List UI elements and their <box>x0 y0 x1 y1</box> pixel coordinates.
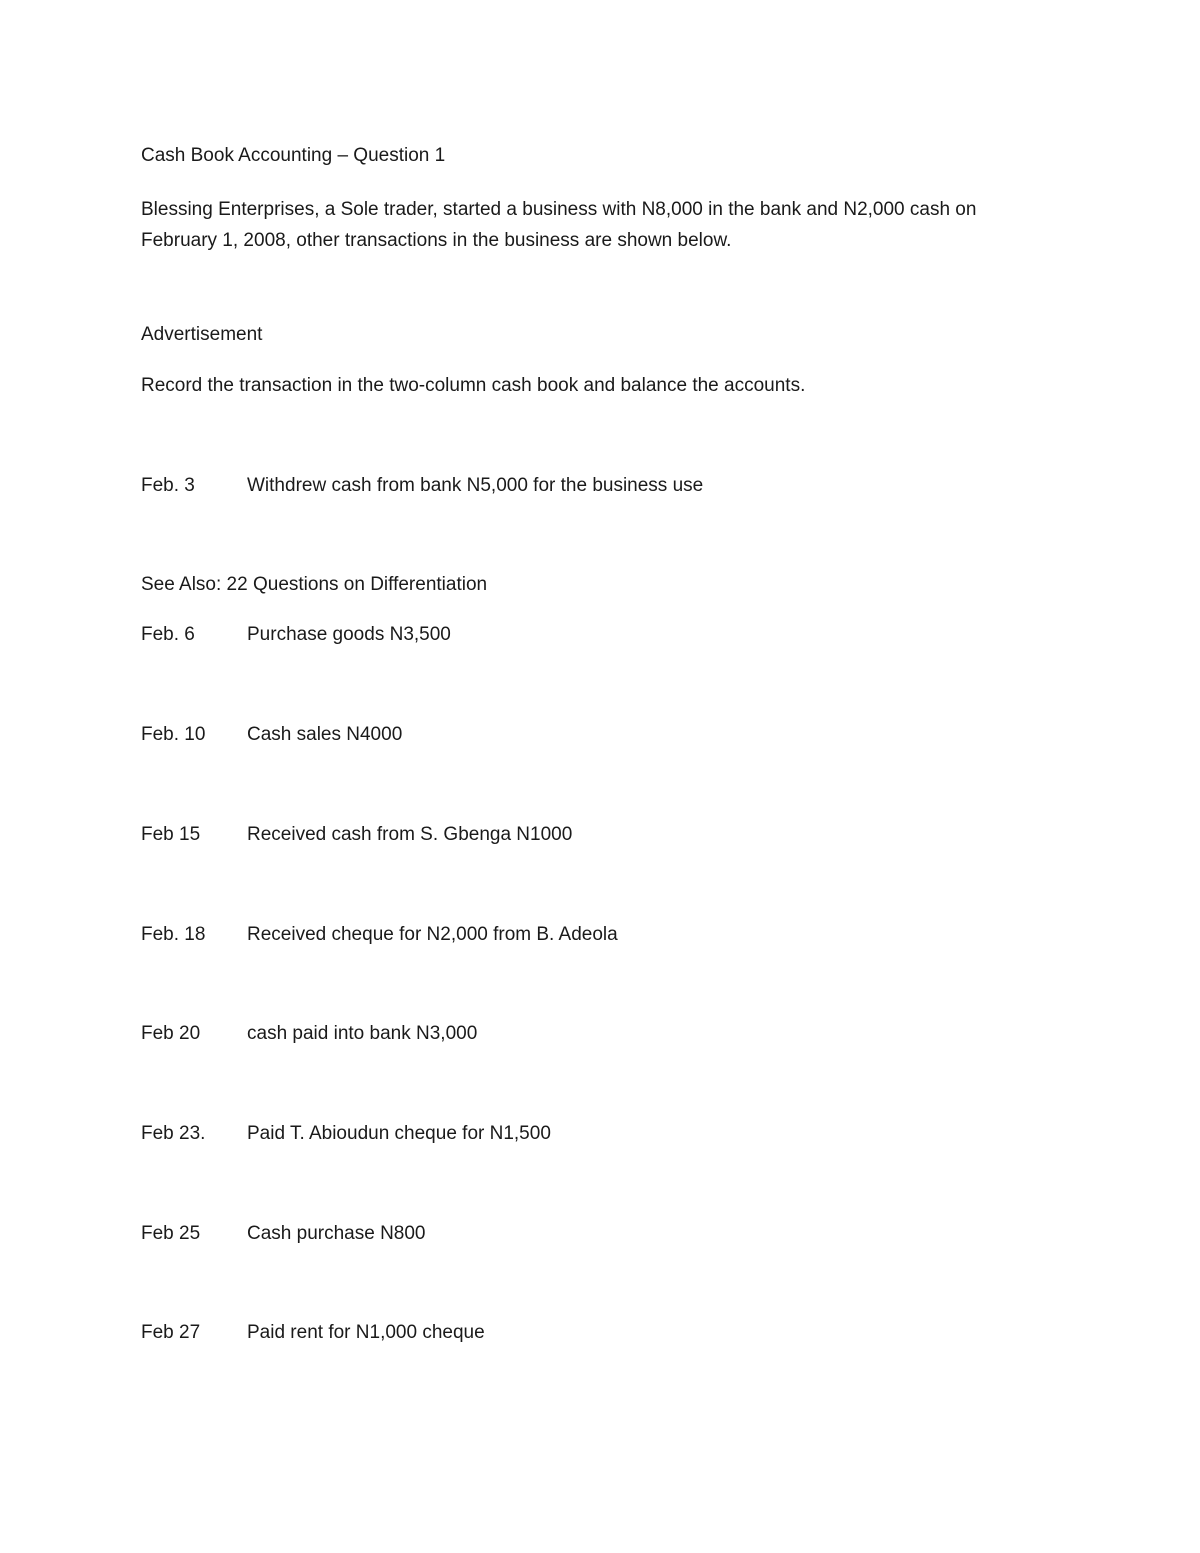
entry-description: cash paid into bank N3,000 <box>247 1023 478 1044</box>
entry-description: Paid T. Abioudun cheque for N1,500 <box>247 1123 551 1144</box>
entry-description: Received cheque for N2,000 from B. Adeola <box>247 924 618 945</box>
entry-date: Feb 27 <box>141 1322 201 1343</box>
entry-description: Purchase goods N3,500 <box>247 624 451 645</box>
instruction-text: Record the transaction in the two-column cash book and balance the accounts. <box>141 375 806 396</box>
transaction-entry <box>141 623 451 647</box>
transaction-entry <box>141 1222 426 1246</box>
transaction-entry <box>141 1321 485 1345</box>
entry-date: Feb 25 <box>141 1223 201 1244</box>
transaction-entry <box>141 923 618 947</box>
intro-paragraph: Blessing Enterprises, a Sole trader, started a business with N8,000 in the bank and N2,000 cash on February 1, 2008, other transactions in the business are shown below. <box>141 199 977 251</box>
see-also-link[interactable]: See Also: 22 Questions on Differentiation <box>141 574 488 595</box>
entry-date: Feb 15 <box>141 824 201 845</box>
transaction-entry <box>141 474 703 498</box>
entry-description: Paid rent for N1,000 cheque <box>247 1322 485 1343</box>
transaction-entry <box>141 723 402 747</box>
entry-date: Feb. 3 <box>141 475 195 496</box>
question-title: Cash Book Accounting – Question 1 <box>141 145 446 166</box>
transaction-entry <box>141 1022 477 1046</box>
entry-date: Feb 20 <box>141 1023 201 1044</box>
entry-description: Received cash from S. Gbenga N1000 <box>247 824 573 845</box>
entry-description: Withdrew cash from bank N5,000 for the business use <box>247 475 704 496</box>
entry-description: Cash sales N4000 <box>247 724 403 745</box>
entry-date: Feb 23. <box>141 1123 206 1144</box>
transaction-entry <box>141 823 572 847</box>
entry-date: Feb. 6 <box>141 624 195 645</box>
entry-date: Feb. 10 <box>141 724 206 745</box>
advertisement-label: Advertisement <box>141 324 263 345</box>
entry-date: Feb. 18 <box>141 924 206 945</box>
transaction-entry <box>141 1122 551 1146</box>
entry-description: Cash purchase N800 <box>247 1223 426 1244</box>
